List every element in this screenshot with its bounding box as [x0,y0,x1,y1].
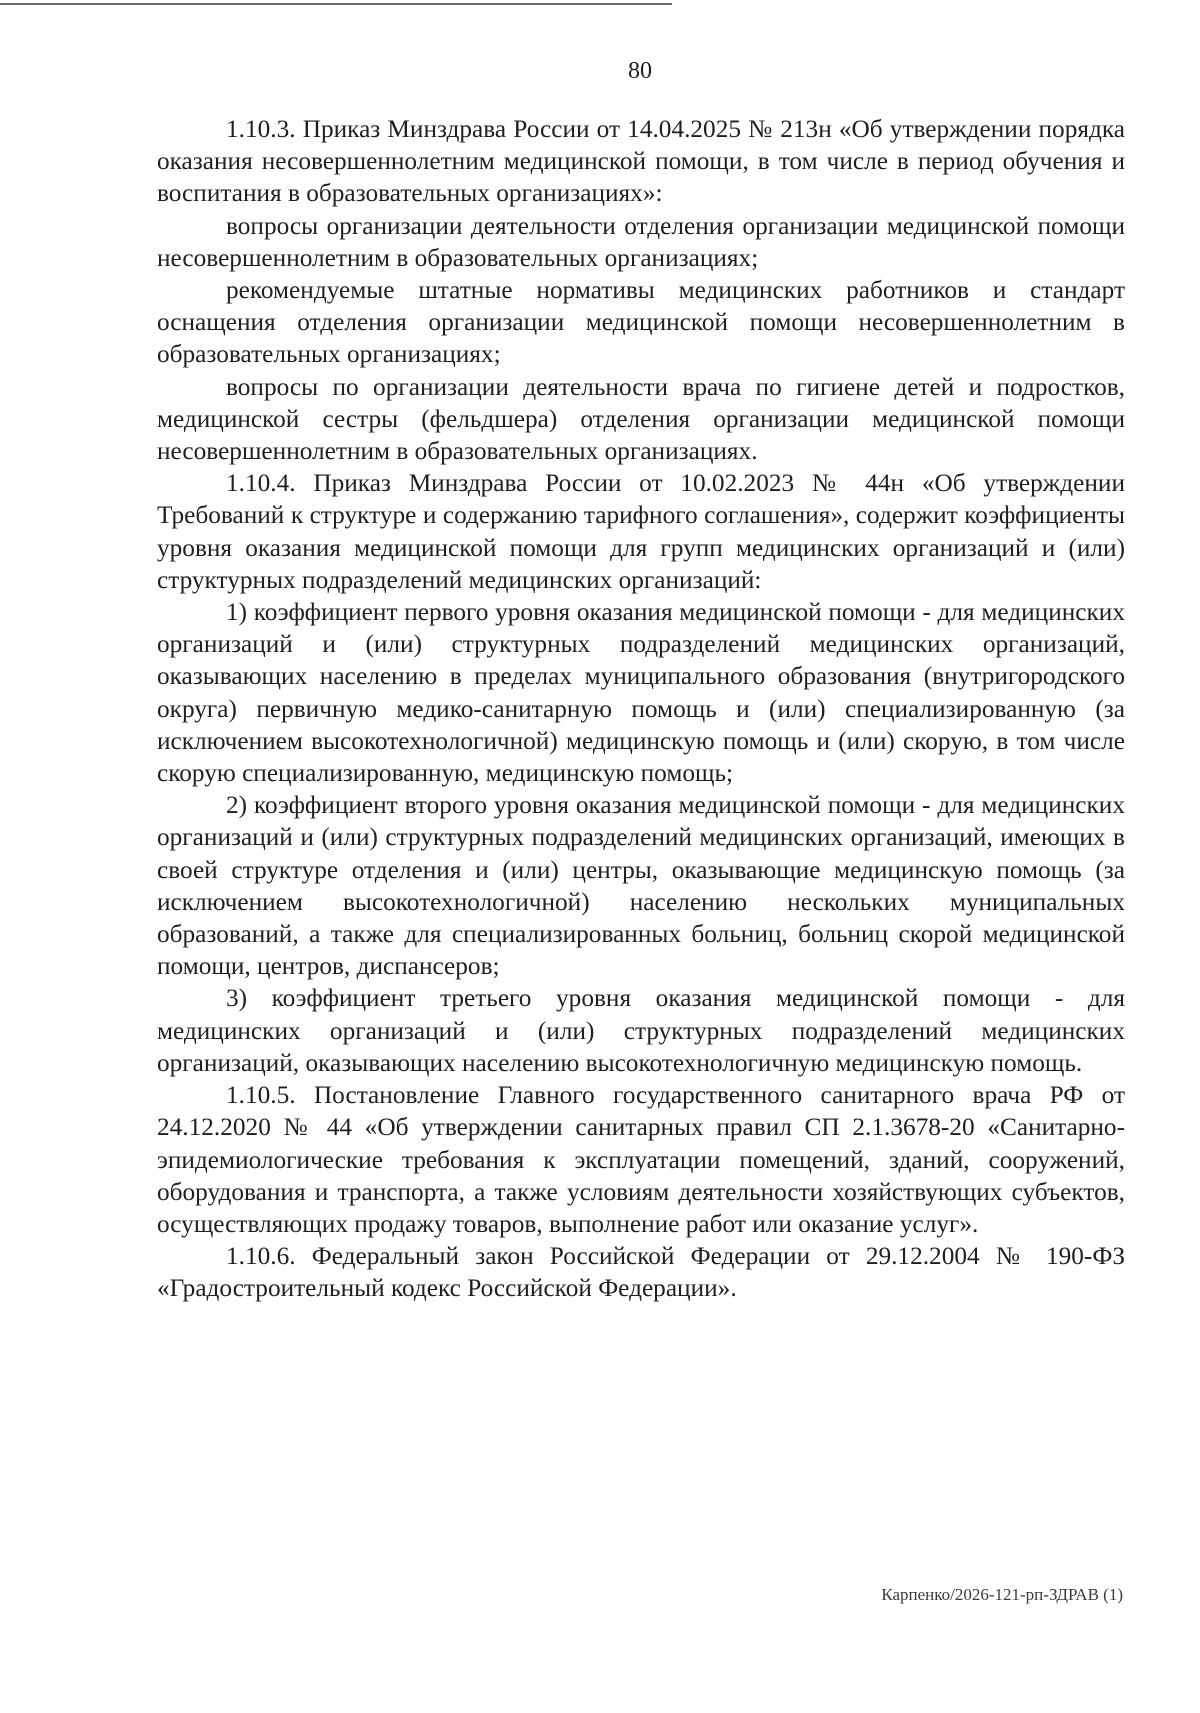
paragraph-coefficient-level-3: 3) коэффициент третьего уровня оказания медицинской помощи - для медицинских организаций и (или) структурных подразделений медицинских организаций, оказывающих населению высокотехнологичную медицинскую помощь. [157,984,1125,1077]
page-number: 80 [628,58,652,84]
paragraph-item-department-questions: вопросы организации деятельности отделения организации медицинской помощи несовершеннолетним в образовательных организациях; [157,211,1125,272]
document-body [157,113,1125,1305]
paragraph-1-10-4: 1.10.4. Приказ Минздрава России от 10.02.2023 № 44н «Об утверждении Требований к структуре и содержанию тарифного соглашения», содержит коэффициенты уровня оказания медицинской помощи для групп медицинских организаций и (или) структурных подразделений медицинских организаций: [157,469,1125,594]
paragraph-item-staffing-norms: рекомендуемые штатные нормативы медицинских работников и стандарт оснащения отделения организации медицинской помощи несовершеннолетним в образовательных организациях; [157,276,1125,369]
paragraph-coefficient-level-2: 2) коэффициент второго уровня оказания медицинской помощи - для медицинских организаций и (или) структурных подразделений медицинских организаций, имеющих в своей структуре отделения и (или) центры, оказывающие медицинскую помощь (за исключением высокотехнологичной) населению нескольких муниципальных образований, а также для специализированных больниц, больниц скорой медицинской помощи, центров, диспансеров; [157,791,1125,981]
top-rule [0,3,672,5]
paragraph-item-hygiene-doctor: вопросы по организации деятельности врача по гигиене детей и подростков, медицинской сестры (фельдшера) отделения организации медицинской помощи несовершеннолетним в образовательных организациях. [157,372,1125,466]
paragraph-1-10-3: 1.10.3. Приказ Минздрава России от 14.04.2025 № 213н «Об утверждении порядка оказания несовершеннолетним медицинской помощи, в том числе в период обучения и воспитания в образовательных организациях»: [157,115,1125,208]
paragraph-coefficient-level-1: 1) коэффициент первого уровня оказания медицинской помощи - для медицинских организаций и (или) структурных подразделений медицинских организаций, оказывающих населению в пределах муниципального образования (внутригородского округа) первичную медико-санитарную помощь и (или) специализированную (за исключением высокотехнологичной) медицинскую помощь и (или) скорую, в том числе скорую специализированную, медицинскую помощь; [157,598,1125,788]
document-footer-code: Карпенко/2026-121-рп-ЗДРАВ (1) [881,1585,1123,1604]
paragraph-1-10-5: 1.10.5. Постановление Главного государственного санитарного врача РФ от 24.12.2020 № 44 «Об утверждении санитарных правил СП 2.1.3678-20 «Санитарно-эпидемиологические требования к эксплуатации помещений, зданий, сооружений, оборудования и транспорта, а также условиям деятельности хозяйствующих субъектов, осуществляющих продажу товаров, выполнение работ или оказание услуг». [157,1081,1125,1238]
paragraph-1-10-6: 1.10.6. Федеральный закон Российской Федерации от 29.12.2004 № 190-ФЗ «Градостроительный кодекс Российской Федерации». [157,1242,1125,1303]
